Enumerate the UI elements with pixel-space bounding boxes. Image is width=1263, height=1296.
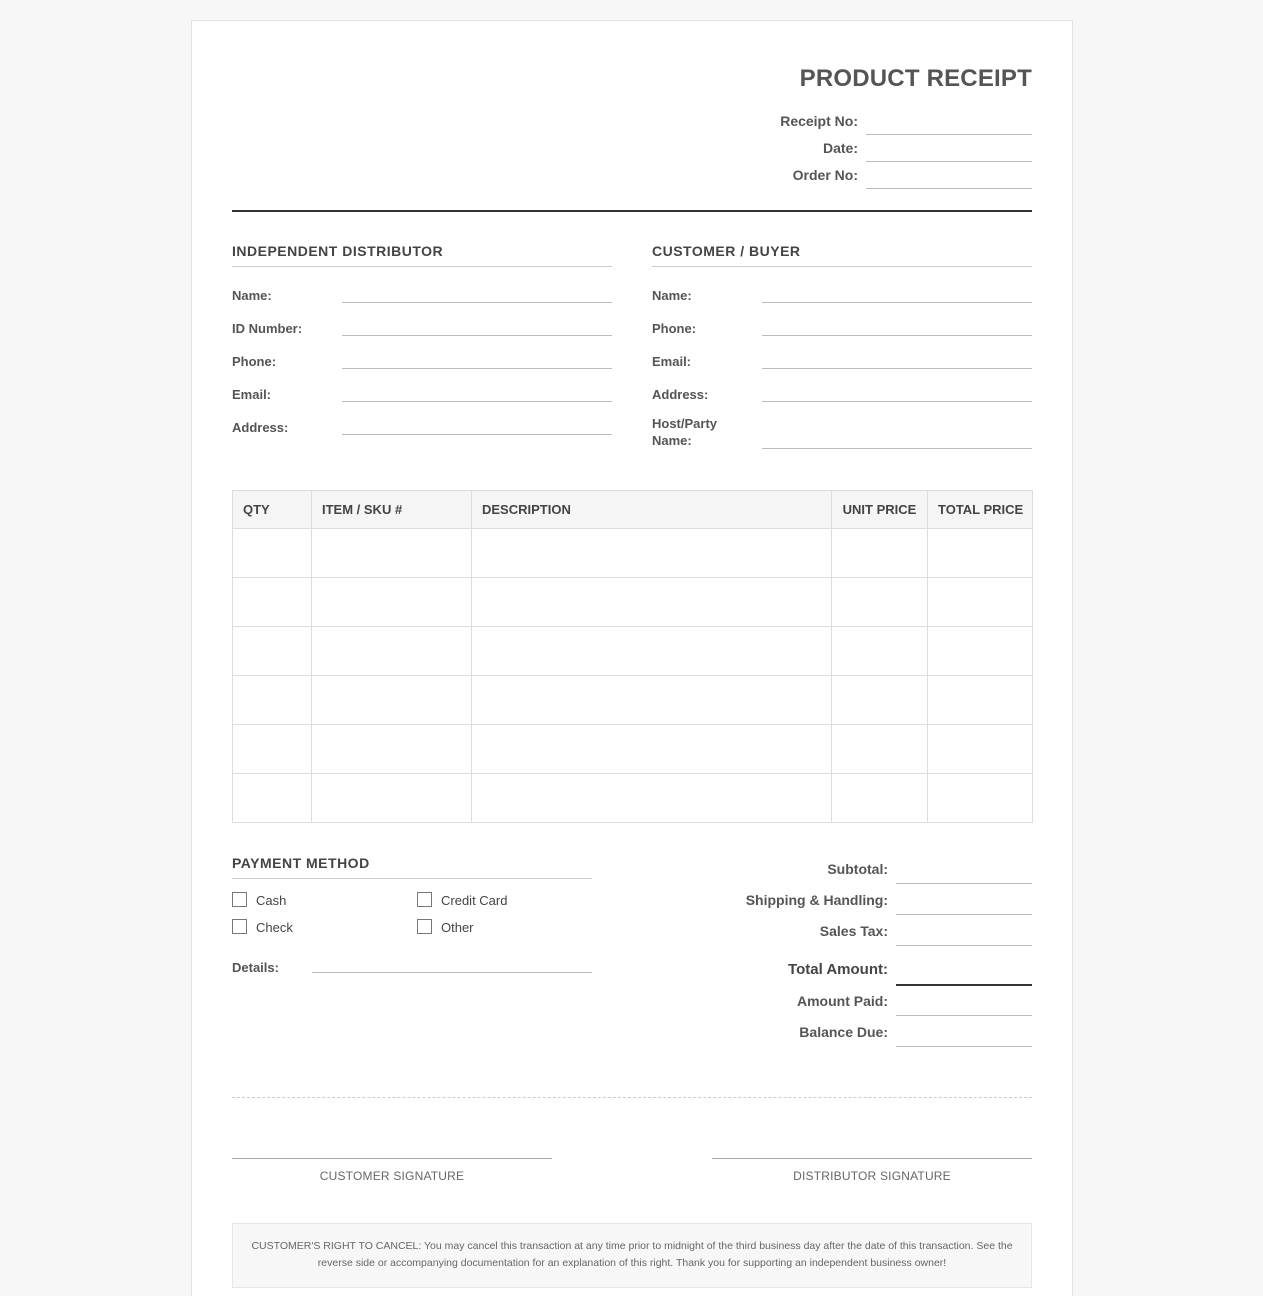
customer-title: CUSTOMER / BUYER [652,243,1032,267]
customer-section [652,243,1032,463]
checkbox-box[interactable] [417,892,432,907]
field-label: Name: [232,288,272,303]
table-cell[interactable] [832,529,928,578]
col-description: DESCRIPTION [472,491,832,529]
date-label: Date: [822,140,858,156]
order-no-field[interactable] [772,167,1032,194]
check-checkbox[interactable] [232,920,293,935]
total-amount-field[interactable] [712,961,1032,987]
table-cell[interactable] [312,627,472,676]
table-cell[interactable] [472,676,832,725]
field-label: Name: [652,288,692,303]
table-cell[interactable] [928,578,1033,627]
shipping-label: Shipping & Handling: [745,892,888,908]
subtotal-label: Subtotal: [827,861,888,877]
items-table [232,490,1033,823]
field-label: Email: [652,354,692,369]
total-amount-line[interactable] [896,984,1032,986]
amount-paid-line[interactable] [896,1015,1032,1016]
distributor-section [232,243,612,443]
table-cell[interactable] [928,725,1033,774]
table-row [233,578,1033,627]
distributor-id-field[interactable] [232,320,612,353]
col-item-sku: ITEM / SKU # [312,491,472,529]
customer-host-field[interactable] [652,415,1032,455]
table-cell[interactable] [312,774,472,823]
date-line[interactable] [866,161,1032,162]
field-label: Address: [652,387,709,402]
subtotal-field[interactable] [712,861,1032,885]
dashed-divider [232,1097,1032,1098]
sales-tax-field[interactable] [712,923,1032,947]
credit-card-checkbox[interactable] [417,893,507,908]
distributor-title: INDEPENDENT DISTRIBUTOR [232,243,612,267]
table-cell[interactable] [832,627,928,676]
table-cell[interactable] [312,676,472,725]
table-cell[interactable] [928,627,1033,676]
cash-checkbox[interactable] [232,893,286,908]
checkbox-label: Credit Card [441,893,508,908]
col-total-price: TOTAL PRICE [928,491,1033,529]
col-unit-price: UNIT PRICE [832,491,928,529]
field-label: Address: [232,420,289,435]
distributor-signature-label: DISTRIBUTOR SIGNATURE [793,1169,951,1183]
checkbox-box[interactable] [232,919,247,934]
receipt-page [191,20,1073,1296]
checkbox-label: Cash [256,893,287,908]
details-label: Details: [232,960,279,975]
right-to-cancel-notice: CUSTOMER'S RIGHT TO CANCEL: You may cancel this transaction at any time prior to midnight of the third business day after the date of this transaction. See the reverse side or accompanying documentation for an explanation of this right. Thank you for supporting an independent business owner! [232,1223,1032,1288]
order-no-label: Order No: [792,167,858,183]
shipping-line[interactable] [896,914,1032,915]
table-cell[interactable] [233,725,312,774]
customer-phone-field[interactable] [652,320,1032,353]
payment-section [232,855,592,985]
field-line[interactable] [762,368,1032,369]
table-cell[interactable] [832,676,928,725]
distributor-email-field[interactable] [232,386,612,419]
field-line[interactable] [342,401,612,402]
table-cell[interactable] [233,627,312,676]
balance-due-line[interactable] [896,1046,1032,1047]
field-label: Phone: [652,321,697,336]
distributor-name-field[interactable] [232,287,612,320]
balance-due-label: Balance Due: [799,1024,888,1040]
field-line[interactable] [762,302,1032,303]
date-field[interactable] [772,140,1032,167]
table-cell[interactable] [472,578,832,627]
host-label-line1: Host/Party [652,416,718,431]
table-header-row [233,491,1033,529]
field-line[interactable] [342,335,612,336]
table-cell[interactable] [472,725,832,774]
table-cell[interactable] [832,774,928,823]
total-amount-label: Total Amount: [788,961,888,978]
customer-signature-label: CUSTOMER SIGNATURE [319,1169,465,1183]
customer-email-field[interactable] [652,353,1032,386]
field-line[interactable] [762,448,1032,449]
table-row [233,725,1033,774]
balance-due-field[interactable] [712,1024,1032,1048]
sales-tax-label: Sales Tax: [819,923,888,939]
table-cell[interactable] [472,627,832,676]
subtotal-line[interactable] [896,883,1032,884]
table-cell[interactable] [312,529,472,578]
field-line[interactable] [762,401,1032,402]
shipping-field[interactable] [712,892,1032,916]
receipt-no-line[interactable] [866,134,1032,135]
table-row [233,529,1033,578]
col-qty: QTY [233,491,312,529]
customer-name-field[interactable] [652,287,1032,320]
checkbox-box[interactable] [232,892,247,907]
page-title: PRODUCT RECEIPT [799,65,1032,92]
receipt-no-label: Receipt No: [780,113,858,129]
receipt-no-field[interactable] [772,113,1032,140]
field-label [652,415,717,449]
details-line[interactable] [312,972,592,973]
table-cell[interactable] [472,529,832,578]
table-cell[interactable] [233,578,312,627]
amount-paid-field[interactable] [712,993,1032,1017]
checkbox-label: Check [256,920,293,935]
table-cell[interactable] [233,676,312,725]
table-cell[interactable] [233,774,312,823]
table-cell[interactable] [233,529,312,578]
other-checkbox[interactable] [417,920,474,935]
host-label-line2: Name: [652,433,692,448]
field-label: Phone: [232,354,277,369]
checkbox-box[interactable] [417,919,432,934]
table-row [233,676,1033,725]
distributor-address-field[interactable] [232,419,612,452]
table-cell[interactable] [832,725,928,774]
field-label: Email: [232,387,272,402]
table-row [233,627,1033,676]
field-line[interactable] [762,335,1032,336]
field-label: ID Number: [232,321,303,336]
table-cell[interactable] [312,578,472,627]
header-divider [232,210,1032,212]
field-line[interactable] [342,434,612,435]
distributor-phone-field[interactable] [232,353,612,386]
table-row [233,774,1033,823]
table-cell[interactable] [312,725,472,774]
distributor-signature-line[interactable] [712,1158,1032,1159]
checkbox-label: Other [441,920,474,935]
table-cell[interactable] [472,774,832,823]
field-line[interactable] [342,302,612,303]
amount-paid-label: Amount Paid: [797,993,888,1009]
payment-title: PAYMENT METHOD [232,855,592,879]
sales-tax-line[interactable] [896,945,1032,946]
order-no-line[interactable] [866,188,1032,189]
table-cell[interactable] [928,529,1033,578]
table-cell[interactable] [928,676,1033,725]
customer-signature-line[interactable] [232,1158,552,1159]
field-line[interactable] [342,368,612,369]
table-cell[interactable] [832,578,928,627]
table-cell[interactable] [928,774,1033,823]
